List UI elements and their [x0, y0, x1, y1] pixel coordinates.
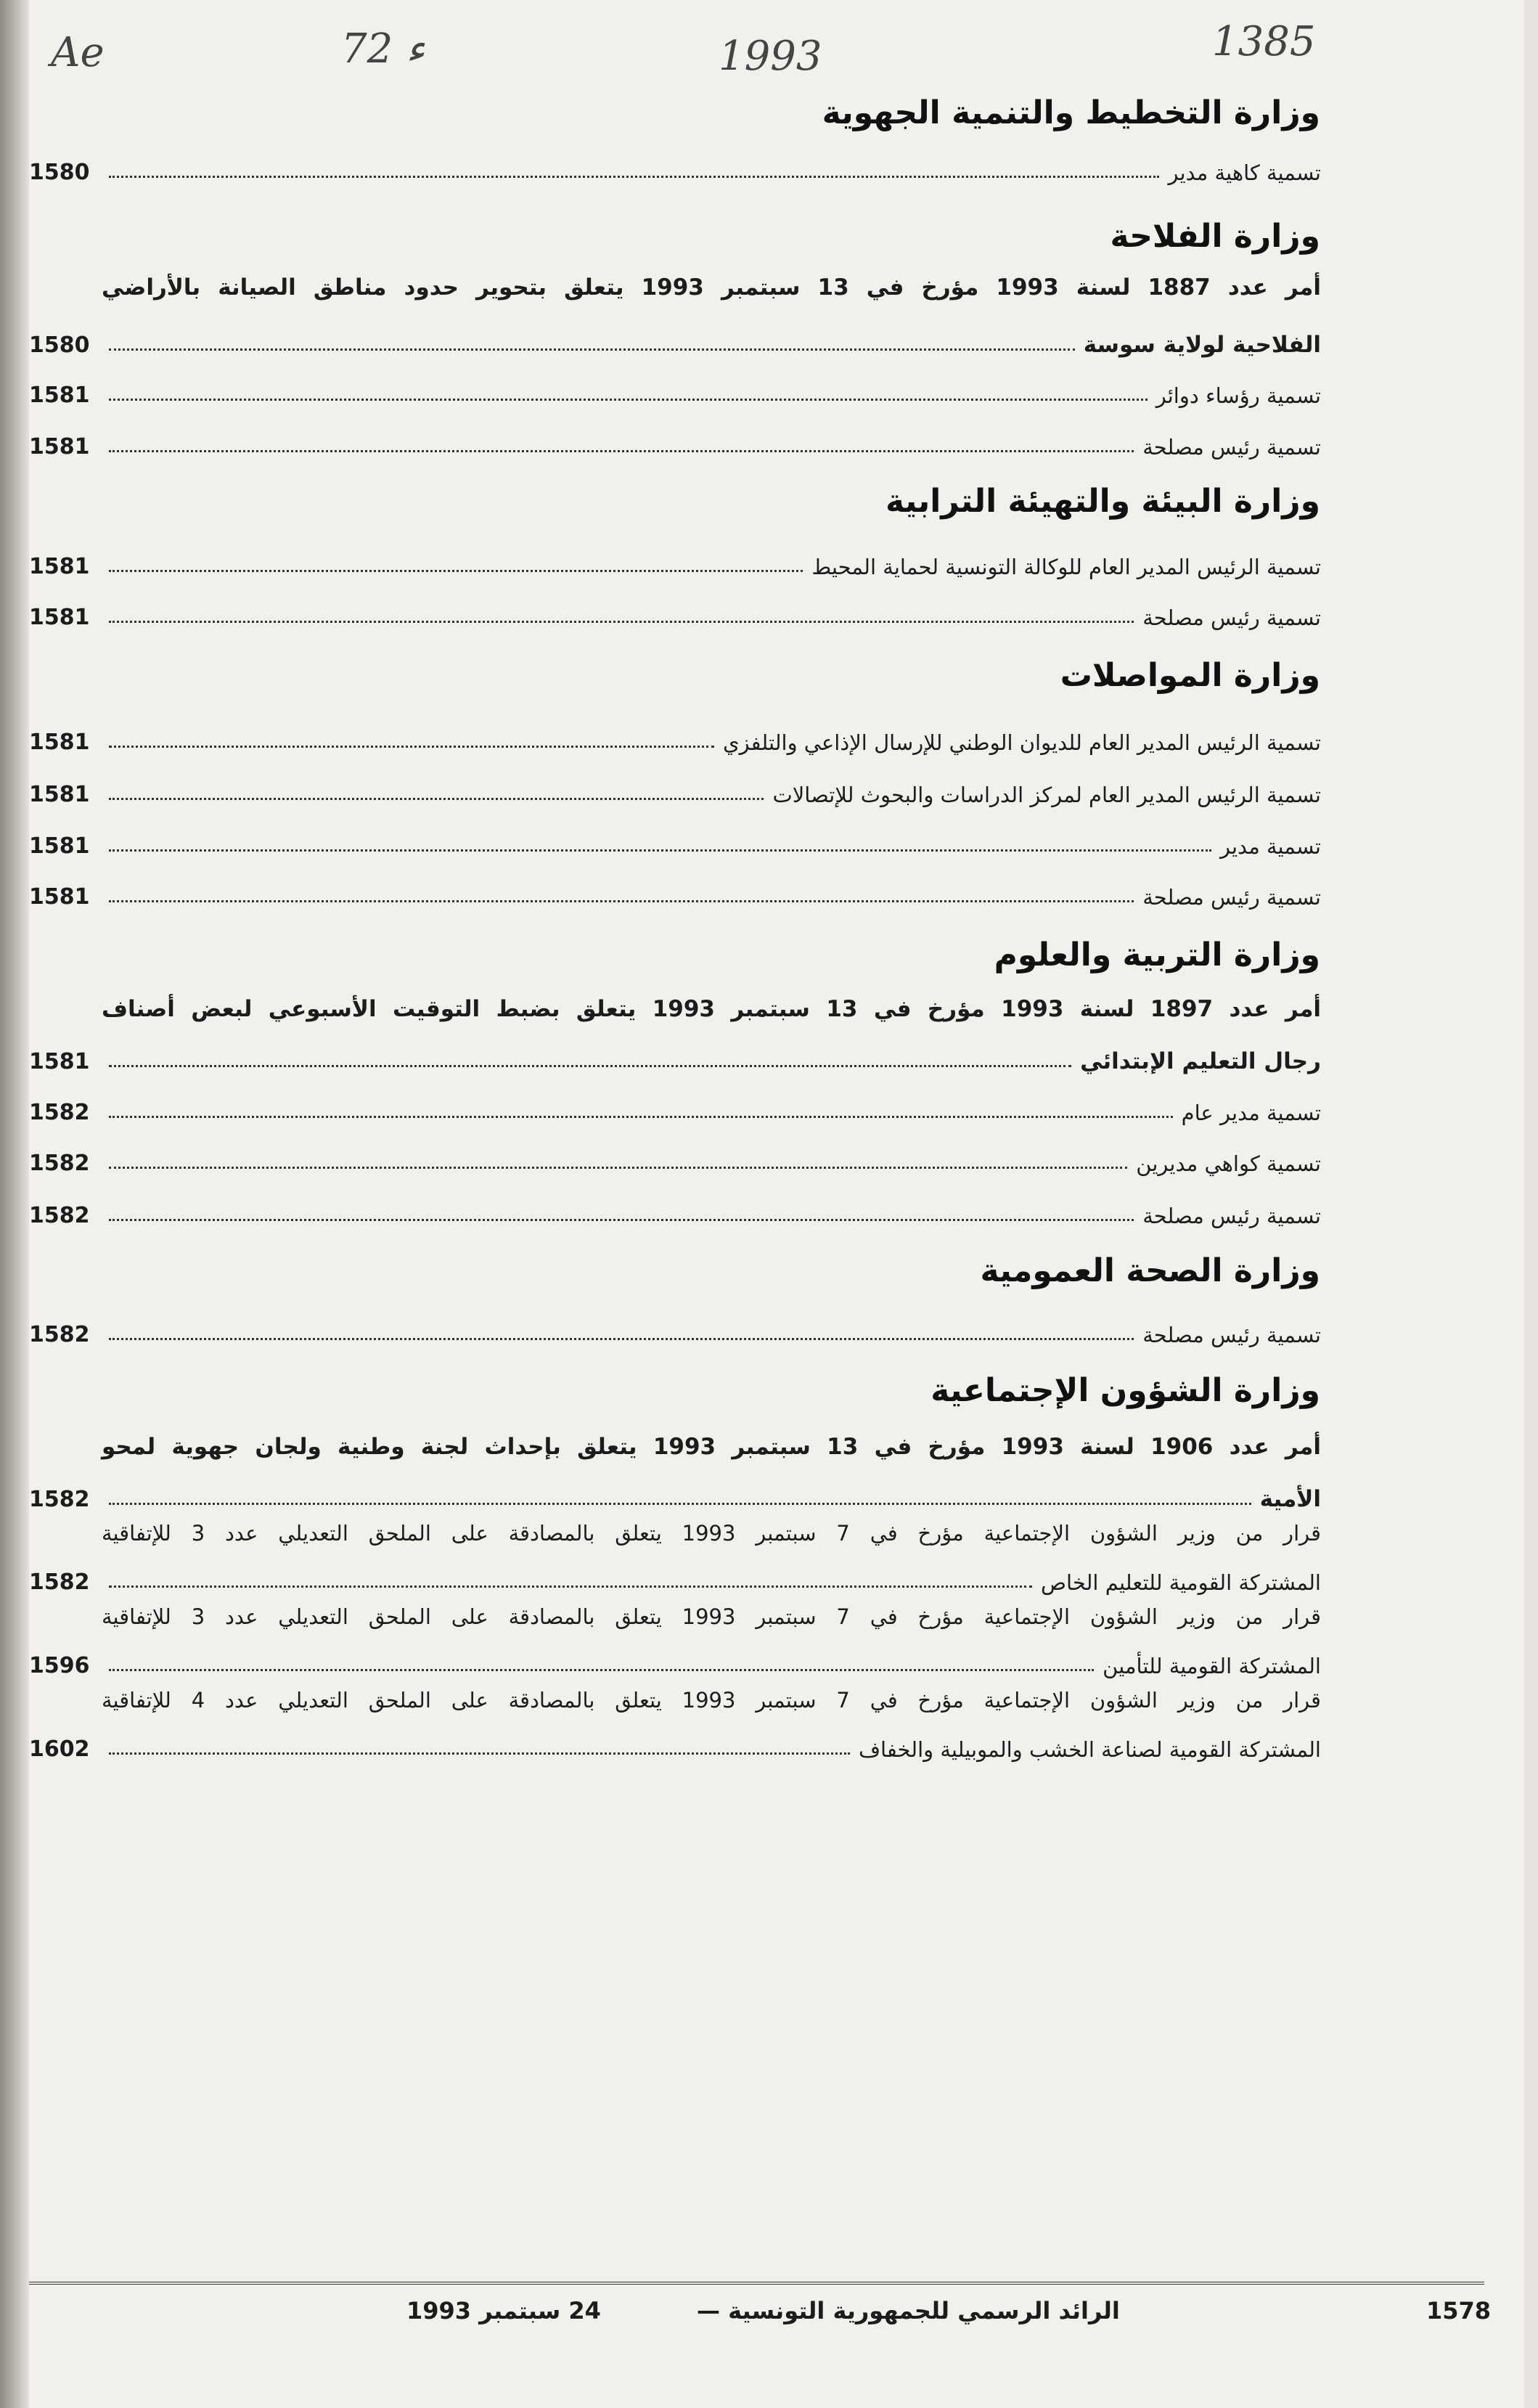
handwritten-note-archive: 1385: [1212, 18, 1316, 65]
entry-title-first-line: قرار من وزير الشؤون الإجتماعية مؤرخ في 7 سبتمبر 1993 يتعلق بالمصادقة على الملحق التعديلي عدد 4 للإتفاقية: [102, 1688, 1321, 1713]
entry-title: تسمية مدير: [1219, 834, 1321, 859]
page-number: 1582: [29, 1203, 90, 1228]
page-number: 1581: [29, 605, 90, 630]
section-heading: وزارة التربية والعلوم: [994, 936, 1320, 974]
dot-leader: [109, 176, 1159, 178]
dot-leader: [109, 450, 1134, 452]
handwritten-note-number: 72 ء: [341, 25, 425, 73]
entry-title: رجال التعليم الإبتدائي: [1080, 1048, 1321, 1074]
entry-title: تسمية كاهية مدير: [1168, 160, 1321, 185]
section-heading: وزارة التخطيط والتنمية الجهوية: [822, 94, 1320, 131]
section-heading: وزارة الصحة العمومية: [980, 1252, 1320, 1289]
footer-page-number: 1578: [1426, 2297, 1492, 2325]
dot-leader: [109, 1752, 850, 1755]
handwritten-note-year: 1993: [719, 33, 822, 80]
dot-leader: [109, 1669, 1094, 1671]
page-number: 1581: [29, 1049, 90, 1074]
entry-title-first-line: أمر عدد 1906 لسنة 1993 مؤرخ في 13 سبتمبر 1993 يتعلق بإحداث لجنة وطنية ولجان جهوية لمحو: [102, 1434, 1321, 1460]
dot-leader: [109, 1585, 1032, 1588]
page-number: 1581: [29, 383, 90, 408]
page-number: 1582: [29, 1151, 90, 1176]
dot-leader: [109, 1167, 1127, 1169]
dot-leader: [109, 399, 1148, 401]
dot-leader: [109, 621, 1134, 623]
dot-leader: [109, 348, 1075, 351]
entry-title-first-line: أمر عدد 1887 لسنة 1993 مؤرخ في 13 سبتمبر 1993 يتعلق بتحوير حدود مناطق الصيانة بالأراضي: [102, 274, 1321, 301]
page-number: 1582: [29, 1100, 90, 1125]
entry-title: تسمية الرئيس المدير العام للوكالة التونسية لحماية المحيط: [811, 555, 1321, 579]
dot-leader: [109, 1219, 1134, 1221]
page-number: 1582: [29, 1570, 90, 1595]
dot-leader: [109, 1503, 1251, 1505]
section-heading: وزارة البيئة والتهيئة الترابية: [885, 483, 1320, 520]
section-heading: وزارة الفلاحة: [1110, 218, 1320, 255]
entry-title: تسمية الرئيس المدير العام للديوان الوطني للإرسال الإذاعي والتلفزي: [722, 730, 1321, 755]
entry-title: تسمية كواهي مديرين: [1136, 1151, 1321, 1176]
dot-leader: [109, 1065, 1071, 1067]
entry-title: الفلاحية لولاية سوسة: [1083, 332, 1321, 358]
page-number: 1581: [29, 554, 90, 579]
entry-title-first-line: أمر عدد 1897 لسنة 1993 مؤرخ في 13 سبتمبر 1993 يتعلق بضبط التوقيت الأسبوعي لبعض أصناف: [102, 996, 1322, 1022]
dot-leader: [109, 1116, 1173, 1118]
entry-title: تسمية رئيس مصلحة: [1142, 435, 1321, 460]
footer-date: 24 سبتمبر 1993: [406, 2297, 601, 2325]
page-number: 1580: [29, 332, 90, 358]
page-number: 1602: [29, 1736, 90, 1762]
section-heading: وزارة الشؤون الإجتماعية: [930, 1372, 1320, 1409]
page-number: 1581: [29, 730, 90, 755]
footer-divider: [29, 2282, 1484, 2285]
dot-leader: [109, 570, 803, 572]
entry-title: الأمية: [1259, 1486, 1321, 1512]
entry-title-first-line: قرار من وزير الشؤون الإجتماعية مؤرخ في 7 سبتمبر 1993 يتعلق بالمصادقة على الملحق التعديلي عدد 3 للإتفاقية: [102, 1521, 1321, 1546]
dot-leader: [109, 746, 714, 748]
page-number: 1581: [29, 833, 90, 859]
dot-leader: [109, 798, 764, 800]
page-number: 1581: [29, 884, 90, 910]
entry-title: المشتركة القومية للتأمين: [1103, 1654, 1321, 1678]
entry-title: تسمية رؤساء دوائر: [1155, 383, 1321, 408]
page-number: 1582: [29, 1322, 90, 1347]
page-number: 1596: [29, 1653, 90, 1678]
entry-title: تسمية رئيس مصلحة: [1142, 1204, 1321, 1228]
entry-title: تسمية رئيس مصلحة: [1142, 605, 1321, 630]
entry-title: المشتركة القومية لصناعة الخشب والموبيلية والخفاف: [858, 1737, 1321, 1762]
page-number: 1580: [29, 160, 90, 185]
dot-leader: [109, 1338, 1134, 1340]
dot-leader: [109, 900, 1134, 902]
entry-title: تسمية رئيس مصلحة: [1142, 1323, 1321, 1347]
entry-title: المشتركة القومية للتعليم الخاص: [1040, 1570, 1321, 1595]
dot-leader: [109, 849, 1211, 852]
footer-publication-title: الرائد الرسمي للجمهورية التونسية —: [697, 2297, 1120, 2325]
entry-title-first-line: قرار من وزير الشؤون الإجتماعية مؤرخ في 7 سبتمبر 1993 يتعلق بالمصادقة على الملحق التعديلي عدد 3 للإتفاقية: [102, 1604, 1321, 1629]
page-number: 1581: [29, 782, 90, 807]
handwritten-note-left: Ae: [51, 29, 105, 76]
entry-title: تسمية رئيس مصلحة: [1142, 885, 1321, 910]
page-number: 1582: [29, 1487, 90, 1512]
section-heading: وزارة المواصلات: [1060, 657, 1320, 694]
page-number: 1581: [29, 434, 90, 460]
entry-title: تسمية مدير عام: [1181, 1101, 1321, 1125]
entry-title: تسمية الرئيس المدير العام لمركز الدراسات والبحوث للإتصالات: [772, 783, 1321, 807]
